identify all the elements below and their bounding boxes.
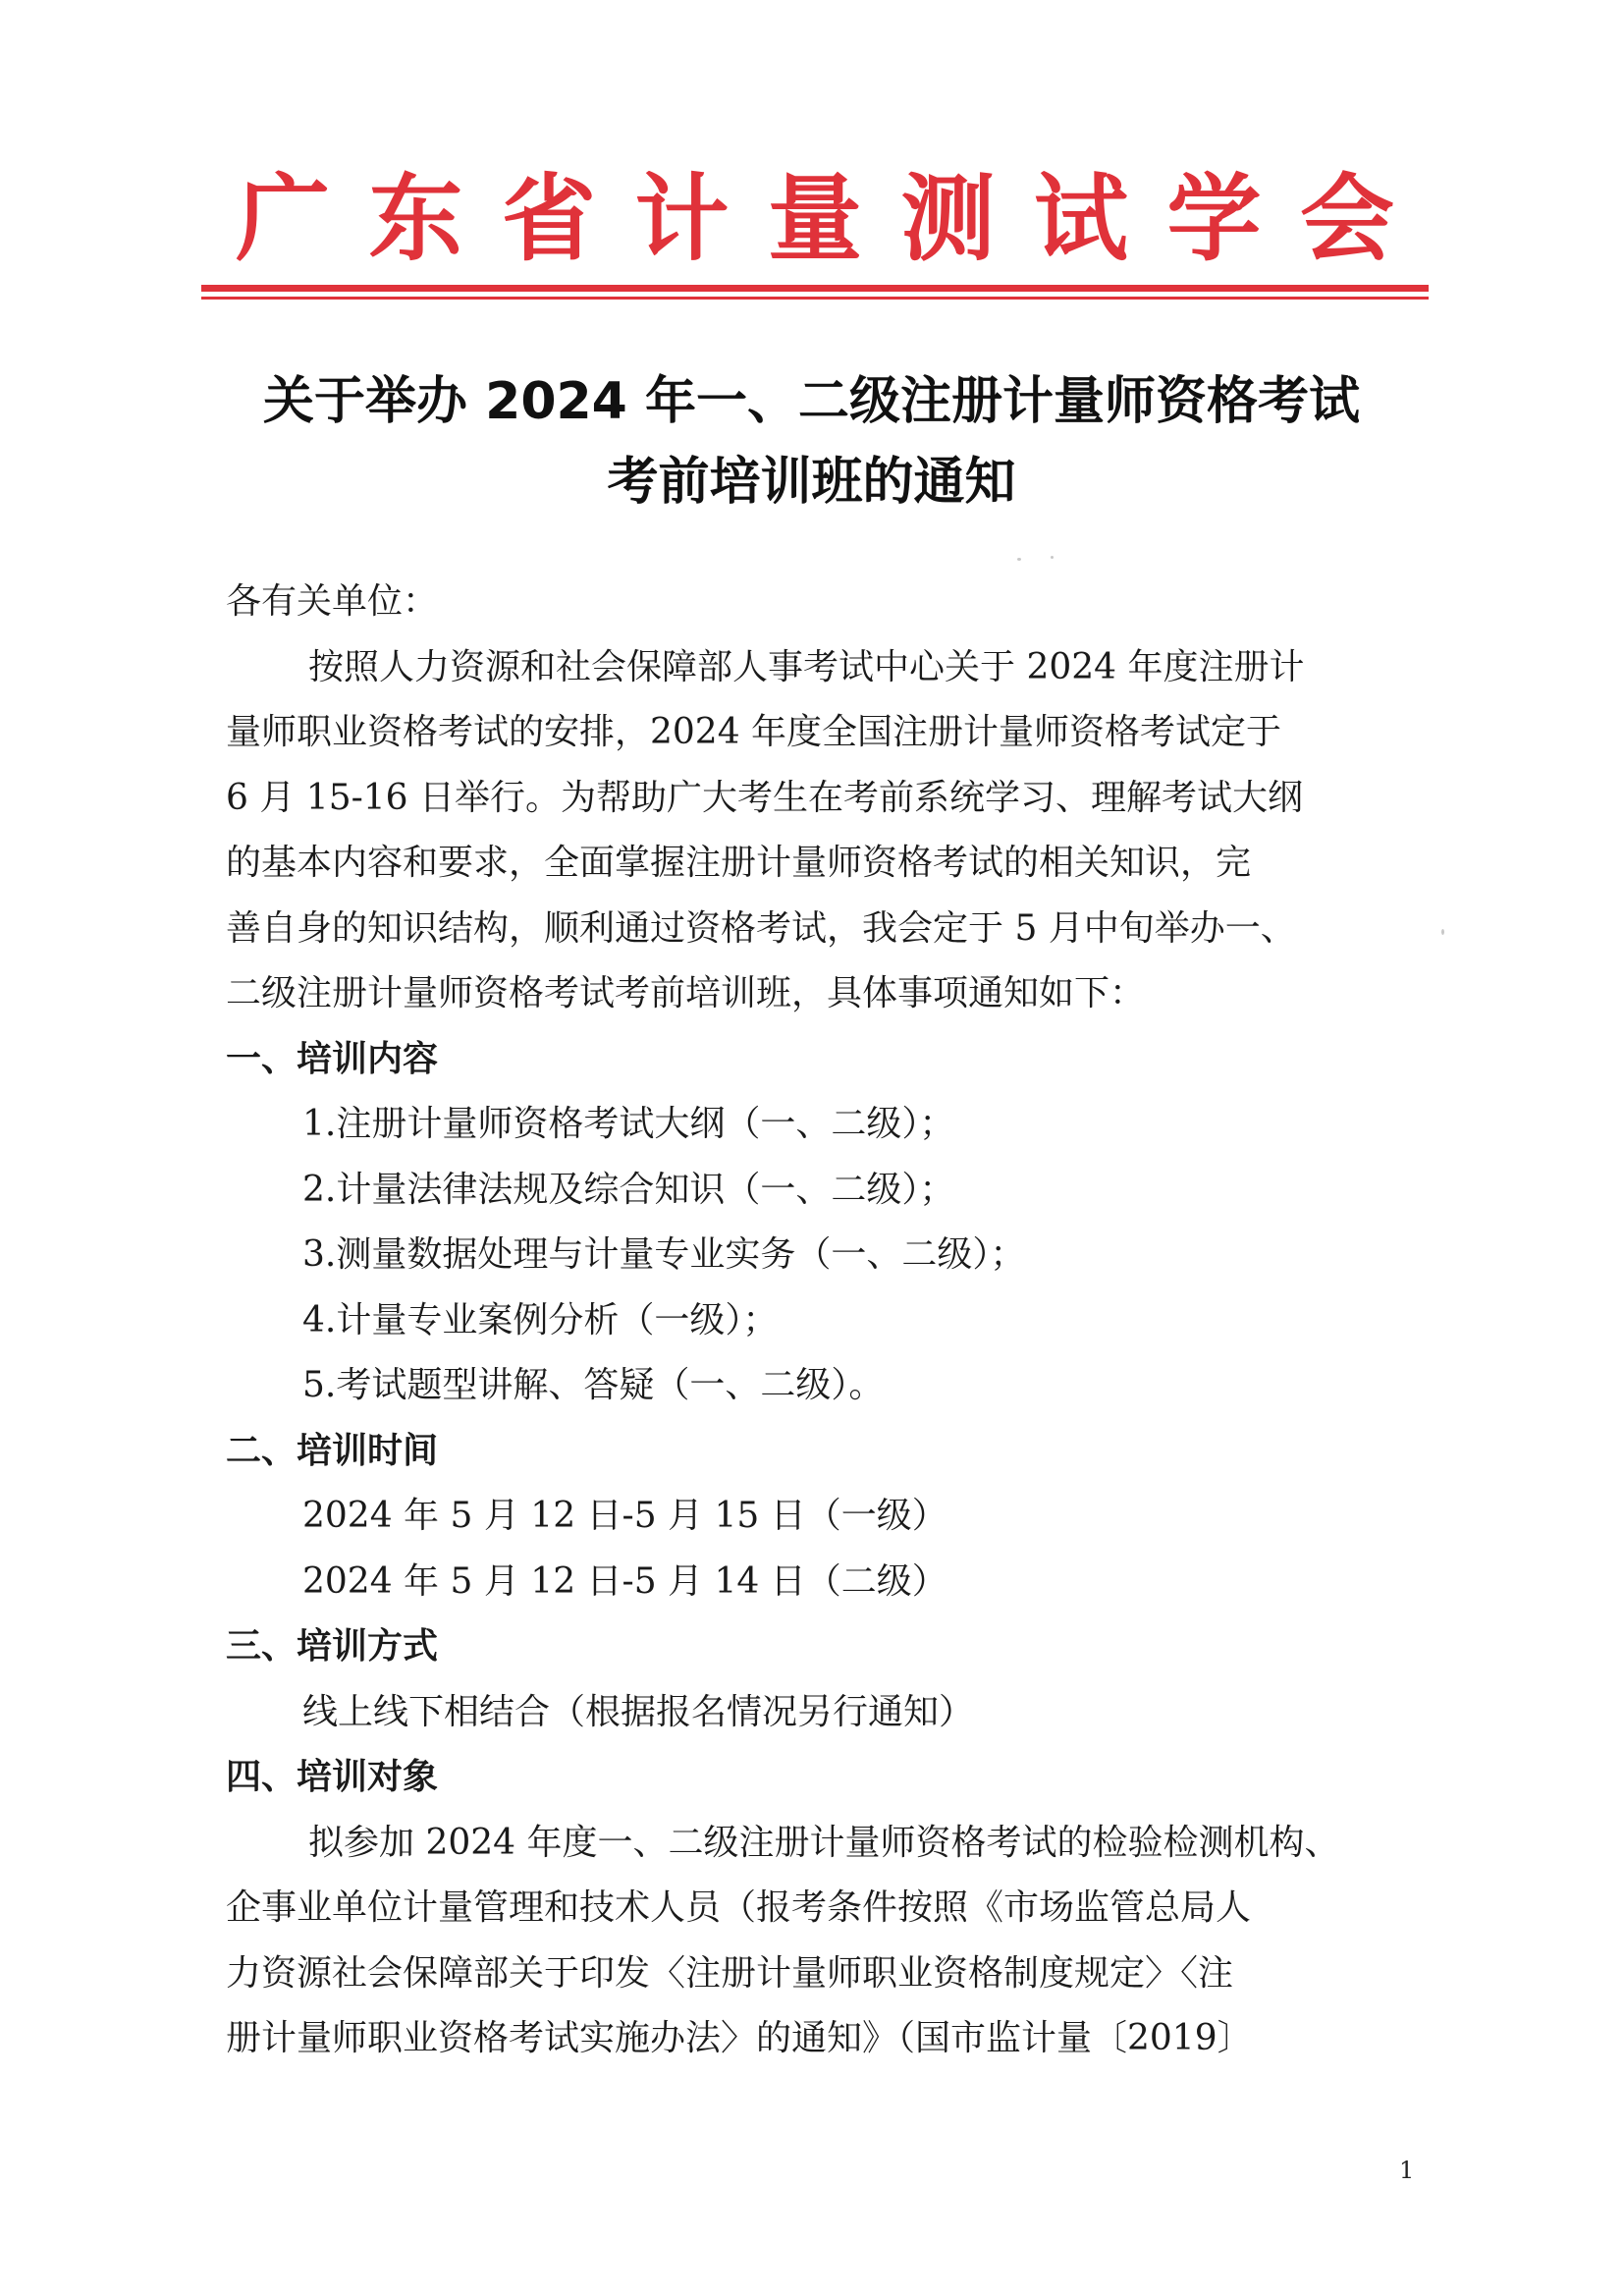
organization-header — [236, 147, 1394, 275]
audience-line: 力资源社会保障部关于印发〈注册计量师职业资格制度规定〉〈注 — [226, 1952, 1234, 1994]
org-char: 试 — [1034, 162, 1128, 274]
document-title-line-2: 考前培训班的通知 — [607, 453, 1016, 512]
audience-line: 企事业单位计量管理和技术人员（报考条件按照《市场监管总局人 — [226, 1887, 1252, 1928]
org-char: 省 — [502, 162, 596, 274]
org-char: 学 — [1166, 162, 1262, 274]
document-title-line-1: 关于举办 2024 年一、二级注册计量师资格考试 — [263, 372, 1360, 431]
list-item: 线上线下相结合（根据报名情况另行通知） — [302, 1691, 975, 1732]
org-char: 计 — [634, 162, 730, 274]
org-char: 量 — [768, 162, 862, 274]
list-item: 1.注册计量师资格考试大纲（一、二级）； — [302, 1104, 955, 1144]
list-item: 3.测量数据处理与计量专业实务（一、二级）； — [302, 1234, 1026, 1275]
list-item: 2024 年 5 月 12 日-5 月 14 日（二级） — [302, 1560, 947, 1602]
section-heading-training-audience: 四、培训对象 — [226, 1757, 439, 1797]
intro-line: 善自身的知识结构，顺利通过资格考试，我会定于 5 月中旬举办一、 — [226, 907, 1296, 949]
list-item: 2.计量法律法规及综合知识（一、二级）； — [302, 1169, 955, 1210]
org-char: 测 — [900, 162, 996, 274]
scan-speck — [1017, 558, 1021, 561]
header-divider-thin — [201, 297, 1429, 300]
org-char: 东 — [368, 162, 463, 274]
page-number: 1 — [1399, 2157, 1415, 2184]
intro-line: 量师职业资格考试的安排，2024 年度全国注册计量师资格考试定于 — [226, 712, 1282, 752]
org-char: 广 — [236, 162, 330, 274]
header-divider-thick — [201, 285, 1429, 292]
org-char: 会 — [1300, 162, 1394, 274]
list-item: 5.考试题型讲解、答疑（一、二级）。 — [302, 1365, 885, 1405]
audience-line: 拟参加 2024 年度一、二级注册计量师资格考试的检验检测机构、 — [308, 1822, 1340, 1863]
intro-line: 按照人力资源和社会保障部人事考试中心关于 2024 年度注册计 — [308, 646, 1305, 687]
section-heading-training-content: 一、培训内容 — [226, 1038, 439, 1079]
salutation: 各有关单位： — [226, 581, 439, 622]
scan-speck — [1441, 929, 1444, 935]
scan-speck — [1051, 556, 1054, 559]
intro-line: 的基本内容和要求，全面掌握注册计量师资格考试的相关知识，完 — [226, 843, 1252, 883]
intro-line: 二级注册计量师资格考试考前培训班，具体事项通知如下： — [226, 973, 1146, 1013]
section-heading-training-time: 二、培训时间 — [226, 1430, 439, 1471]
list-item: 4.计量专业案例分析（一级）； — [302, 1299, 779, 1340]
audience-line: 册计量师职业资格考试实施办法〉的通知》（国市监计量〔2019〕 — [226, 2018, 1253, 2058]
document-body — [226, 570, 1424, 2072]
section-heading-training-method: 三、培训方式 — [226, 1626, 439, 1667]
list-item: 2024 年 5 月 12 日-5 月 15 日（一级） — [302, 1496, 947, 1536]
intro-line: 6 月 15-16 日举行。为帮助广大考生在考前系统学习、理解考试大纲 — [226, 777, 1304, 818]
